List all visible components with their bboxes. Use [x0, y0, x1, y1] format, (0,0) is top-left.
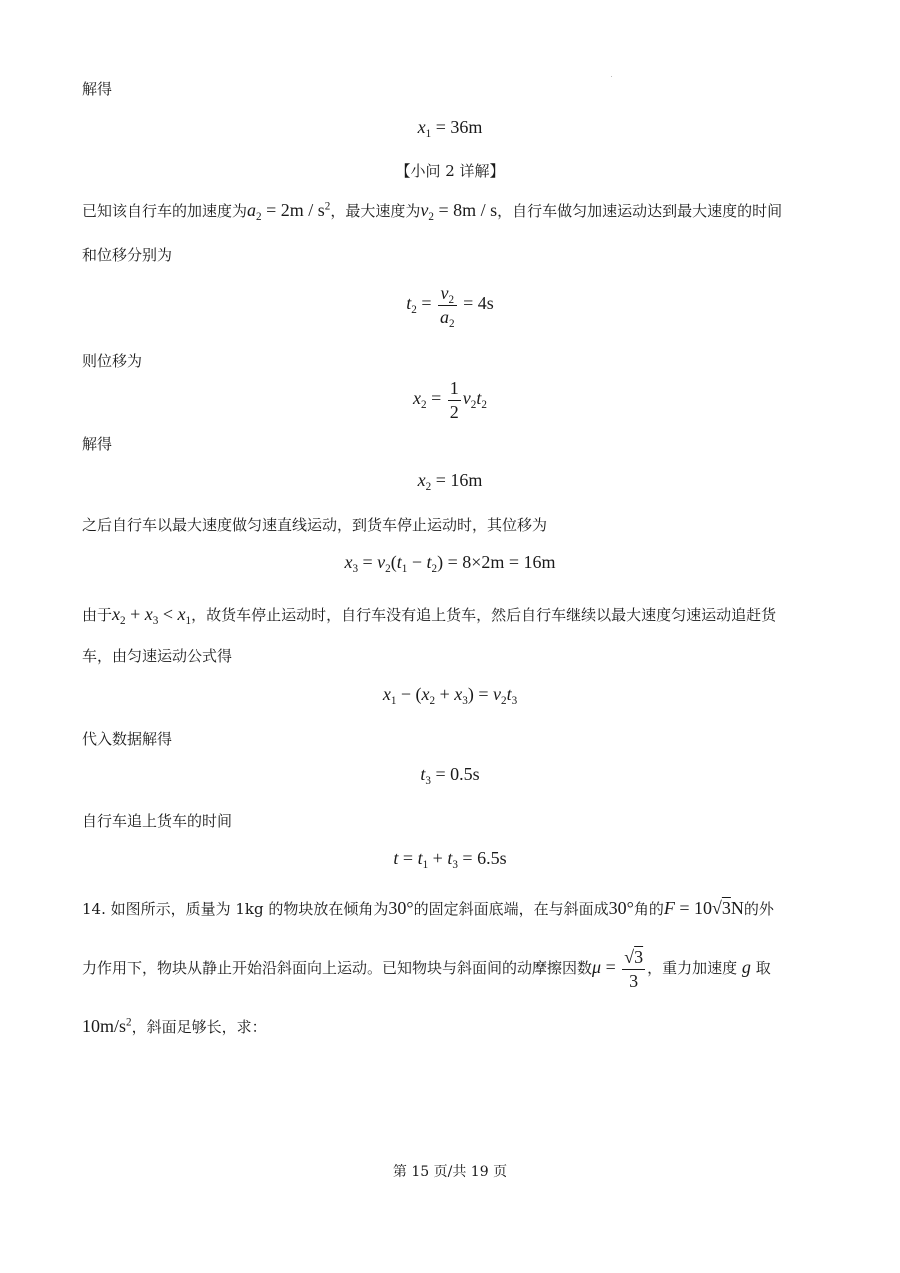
equation-x3: $x_3 = v_2(t_1 - t_2) = 8\times 2m = 16m$ — [344, 552, 556, 575]
equation-chase: $x_1 - (x_2 + x_3) = v_2t_3$ — [382, 684, 518, 707]
question-14-line3: $10m/s^2$，斜面足够长，求： — [82, 1016, 267, 1036]
paragraph-accel-line2: 和位移分别为 — [82, 246, 173, 264]
equation-t3: $t_3 = 0.5s$ — [420, 764, 480, 787]
equation-t2: $t_2$ = $\frac{v_2}{a_2}$ = 4s — [406, 283, 494, 330]
paragraph-catch-time: 自行车追上货车的时间 — [82, 812, 233, 830]
paragraph-solve-1: 解得 — [82, 80, 113, 98]
stray-mark — [611, 76, 612, 77]
paragraph-accel: 已知该自行车的加速度为$a_2 = 2m / s^2$，最大速度为$v_2 = 8m / s$，自行车做匀加速运动达到最大速度的时间 — [82, 200, 783, 223]
paragraph-substitute: 代入数据解得 — [82, 730, 173, 748]
paragraph-displacement: 则位移为 — [82, 352, 143, 370]
paragraph-since: 由于$x_2 + x_3 < x_1$，故货车停止运动时，自行车没有追上货车，然后自行车继续以最大速度匀速运动追赶货 — [82, 604, 777, 627]
equation-x1: $x_1 = 36m$ — [417, 117, 483, 140]
equation-t: $t = t_1 + t_3 = 6.5s$ — [393, 848, 507, 871]
equation-x2: $x_2$ = $\frac{1}{2}$ $v_2t_2$ — [413, 378, 487, 422]
paragraph-uniform: 之后自行车以最大速度做匀速直线运动，到货车停止运动时，其位移为 — [82, 516, 548, 534]
equation-x2-result: $x_2 = 16m$ — [417, 470, 483, 493]
paragraph-since-line2: 车，由匀速运动公式得 — [82, 647, 233, 665]
question-14-line2: 力作用下，物块从静止开始沿斜面向上运动。已知物块与斜面间的动摩擦因数μ = $\frac{√3}{3}$ ，重力加速度 g 取 — [82, 947, 771, 991]
paragraph-solve-2: 解得 — [82, 435, 113, 453]
page-footer: 第 15 页/共 19 页 — [392, 1164, 508, 1180]
question-14-line1: 14. 如图所示，质量为 1kg 的物块放在倾角为30°的固定斜面底端，在与斜面成30°角的F = 10√3N的外 — [82, 898, 774, 918]
section-header-sub2: 【小问 2 详解】 — [395, 162, 505, 180]
